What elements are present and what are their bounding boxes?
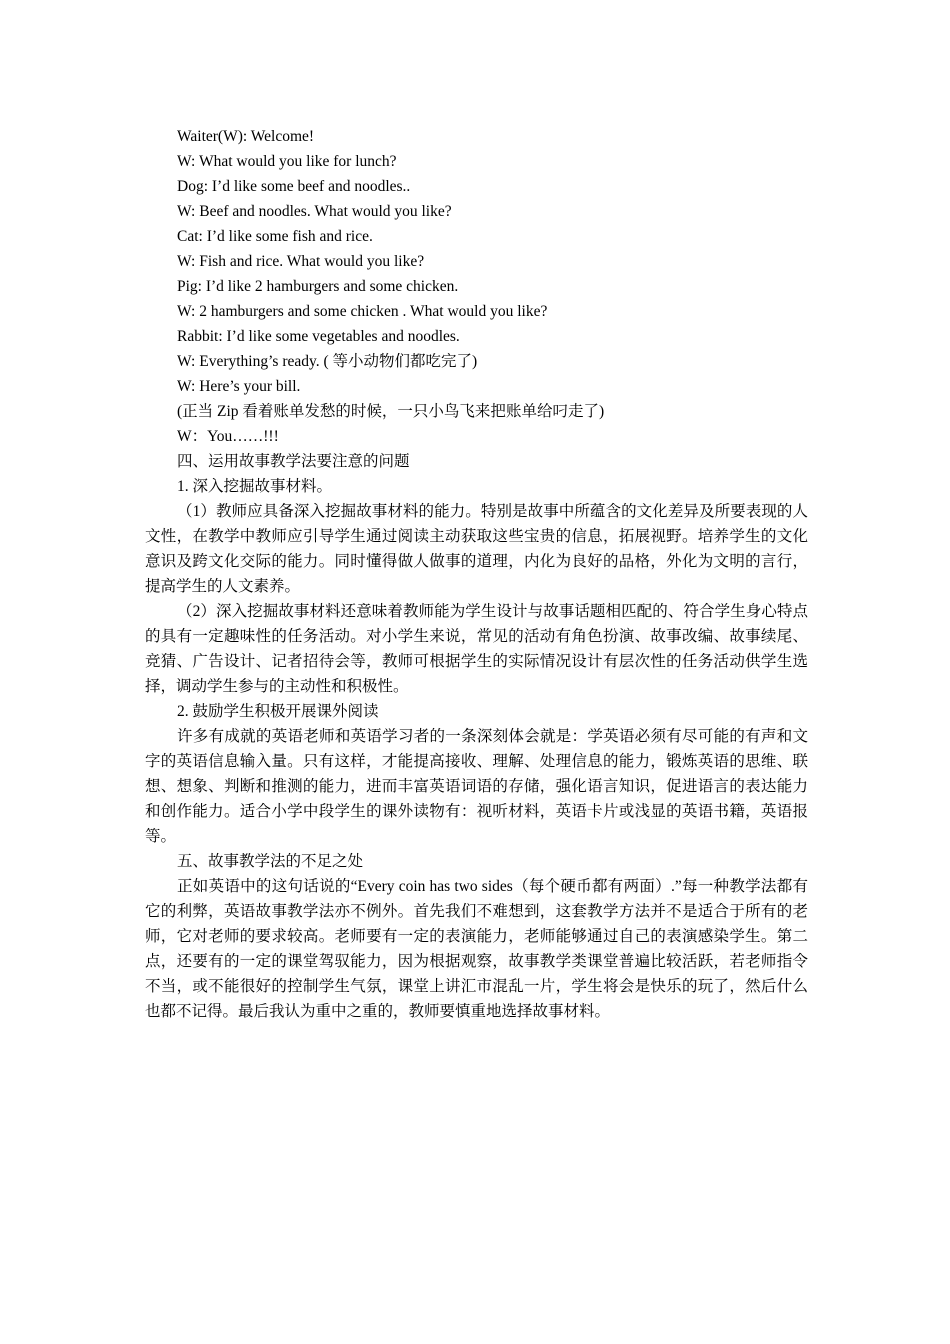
dialogue-line-1: Waiter(W): Welcome!	[177, 128, 315, 145]
dialogue-line-2: W: What would you like for lunch?	[177, 153, 397, 170]
dialogue-line-3: Dog: I’d like some beef and noodles..	[177, 178, 411, 195]
dialogue-line-13: W：You……!!!	[177, 428, 279, 445]
dialogue-line-6: W: Fish and rice. What would you like?	[177, 253, 425, 270]
section-4-2-heading: 2. 鼓励学生积极开展课外阅读	[177, 703, 379, 720]
section-5-heading: 五、故事教学法的不足之处	[177, 853, 364, 870]
section-4-1-paragraph-2: （2）深入挖掘故事材料还意味着教师能为学生设计与故事话题相匹配的、符合学生身心特点的具有一定趣味性的任务活动。对小学生来说，常见的活动有角色扮演、故事改编、故事续尾、竞猜、广告设计、记者招待会等，教师可根据学生的实际情况设计有层次性的任务活动供学生选择，调动学生参与的主动性和积极性。	[145, 603, 808, 695]
dialogue-line-10: W: Everything’s ready. ( 等小动物们都吃完了)	[177, 353, 478, 370]
document-body	[145, 124, 808, 1024]
dialogue-line-7: Pig: I’d like 2 hamburgers and some chicken.	[177, 278, 459, 295]
dialogue-line-8: W: 2 hamburgers and some chicken . What would you like?	[177, 303, 548, 320]
section-4-2-paragraph: 许多有成就的英语老师和英语学习者的一条深刻体会就是：学英语必须有尽可能的有声和文字的英语信息输入量。只有这样，才能提高接收、理解、处理信息的能力，锻炼英语的思维、联想、想象、判断和推测的能力，进而丰富英语词语的存储，强化语言知识，促进语言的表达能力和创作能力。适合小学中段学生的课外读物有：视听材料，英语卡片或浅显的英语书籍，英语报等。	[145, 728, 808, 845]
dialogue-line-5: Cat: I’d like some fish and rice.	[177, 228, 373, 245]
dialogue-line-9: Rabbit: I’d like some vegetables and noodles.	[177, 328, 460, 345]
section-4-1-paragraph-1: （1）教师应具备深入挖掘故事材料的能力。特别是故事中所蕴含的文化差异及所要表现的人文性，在教学中教师应引导学生通过阅读主动获取这些宝贵的信息，拓展视野。培养学生的文化意识及跨文化交际的能力。同时懂得做人做事的道理，内化为良好的品格，外化为文明的言行，提高学生的人文素养。	[145, 503, 808, 595]
section-4-1-heading: 1. 深入挖掘故事材料。	[177, 478, 333, 495]
dialogue-line-11: W: Here’s your bill.	[177, 378, 301, 395]
dialogue-line-4: W: Beef and noodles. What would you like?	[177, 203, 452, 220]
section-4-heading: 四、运用故事教学法要注意的问题	[177, 453, 410, 470]
dialogue-line-12: (正当 Zip 看着账单发愁的时候，一只小鸟飞来把账单给叼走了)	[177, 403, 605, 420]
section-5-paragraph: 正如英语中的这句话说的“Every coin has two sides（每个硬币都有两面）.”每一种教学法都有它的利弊，英语故事教学法亦不例外。首先我们不难想到，这套教学方法并不是适合于所有的老师，它对老师的要求较高。老师要有一定的表演能力，老师能够通过自己的表演感染学生。第二点，还要有的一定的课堂驾驭能力，因为根据观察，故事教学类课堂普遍比较活跃，若老师指令不当，或不能很好的控制学生气氛，课堂上讲汇市混乱一片，学生将会是快乐的玩了，然后什么也都不记得。最后我认为重中之重的，教师要慎重地选择故事材料。	[145, 878, 808, 1020]
